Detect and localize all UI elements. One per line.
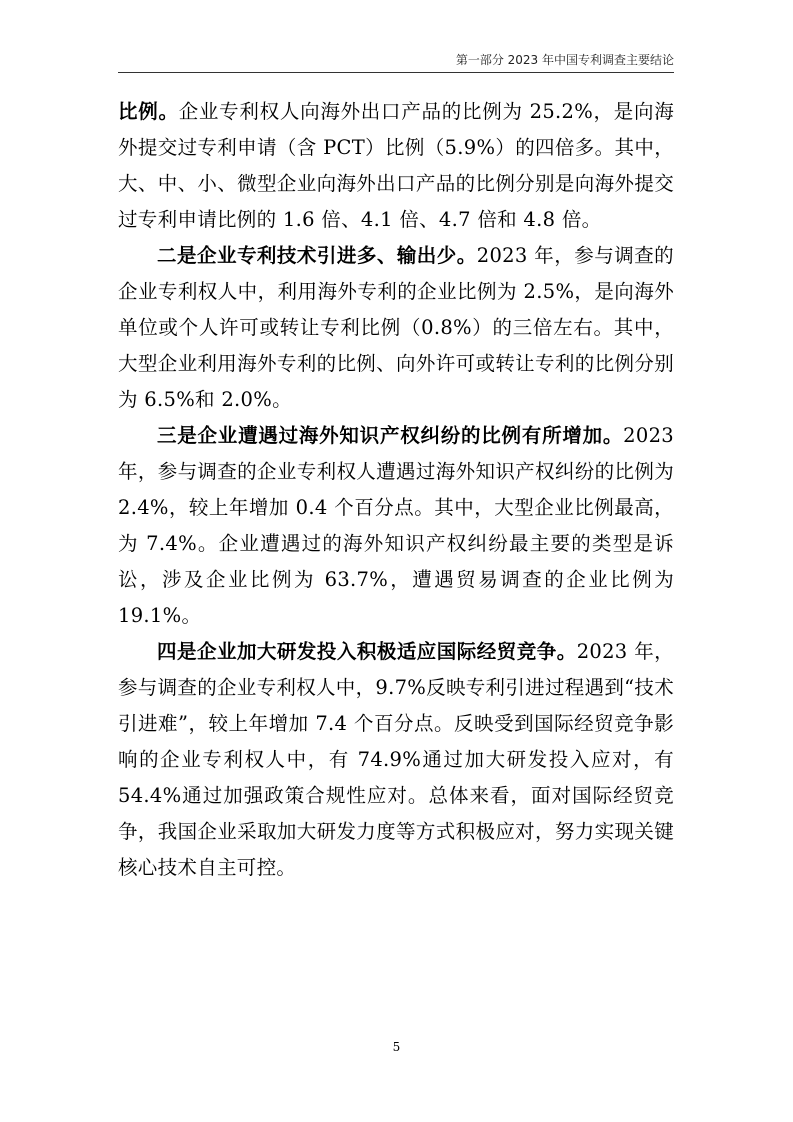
paragraph-lead: 比例。	[118, 100, 179, 123]
paragraph-heading: 二是企业专利技术引进多、输出少。	[157, 244, 477, 267]
body-text	[118, 94, 674, 886]
paragraph-rd-investment	[118, 634, 674, 886]
paragraph-heading: 三是企业遭遇过海外知识产权纠纷的比例有所增加。	[157, 424, 624, 447]
paragraph-text: 2023 年，参与调查的企业专利权人中，利用海外专利的企业比例为 2.5%，是向海外单位或个人许可或转让专利比例（0.8%）的三倍左右。其中，大型企业利用海外专利的比例、向外许可或转让专利的比例分别为 6.5%和 2.0%。	[118, 244, 674, 411]
paragraph-heading: 四是企业加大研发投入积极适应国际经贸竞争。	[157, 640, 577, 663]
paragraph-ip-disputes	[118, 418, 674, 634]
page-number: 5	[392, 1040, 401, 1054]
paragraph-text: 企业专利权人向海外出口产品的比例为 25.2%，是向海外提交过专利申请（含 PCT）比例（5.9%）的四倍多。其中，大、中、小、微型企业向海外出口产品的比例分别是向海外提交过专利申请比例的 1.6 倍、4.1 倍、4.7 倍和 4.8 倍。	[118, 100, 674, 231]
paragraph-text: 2023 年，参与调查的企业专利权人中，9.7%反映专利引进过程遇到“技术引进难”，较上年增加 7.4 个百分点。反映受到国际经贸竞争影响的企业专利权人中，有 74.9%通过加大研发投入应对，有 54.4%通过加强政策合规性应对。总体来看，面对国际经贸竞争，我国企业采取加大研发力度等方式积极应对，努力实现关键核心技术自主可控。	[118, 640, 675, 879]
running-header: 第一部分 2023 年中国专利调查主要结论	[118, 52, 674, 73]
paragraph-tech-import-export	[118, 238, 674, 418]
paragraph-continuation	[118, 94, 674, 238]
paragraph-text: 2023 年，参与调查的企业专利权人遭遇过海外知识产权纠纷的比例为 2.4%，较上年增加 0.4 个百分点。其中，大型企业比例最高，为 7.4%。企业遭遇过的海外知识产权纠纷最主要的类型是诉讼，涉及企业比例为 63.7%，遭遇贸易调查的企业比例为 19.1%。	[118, 424, 674, 627]
